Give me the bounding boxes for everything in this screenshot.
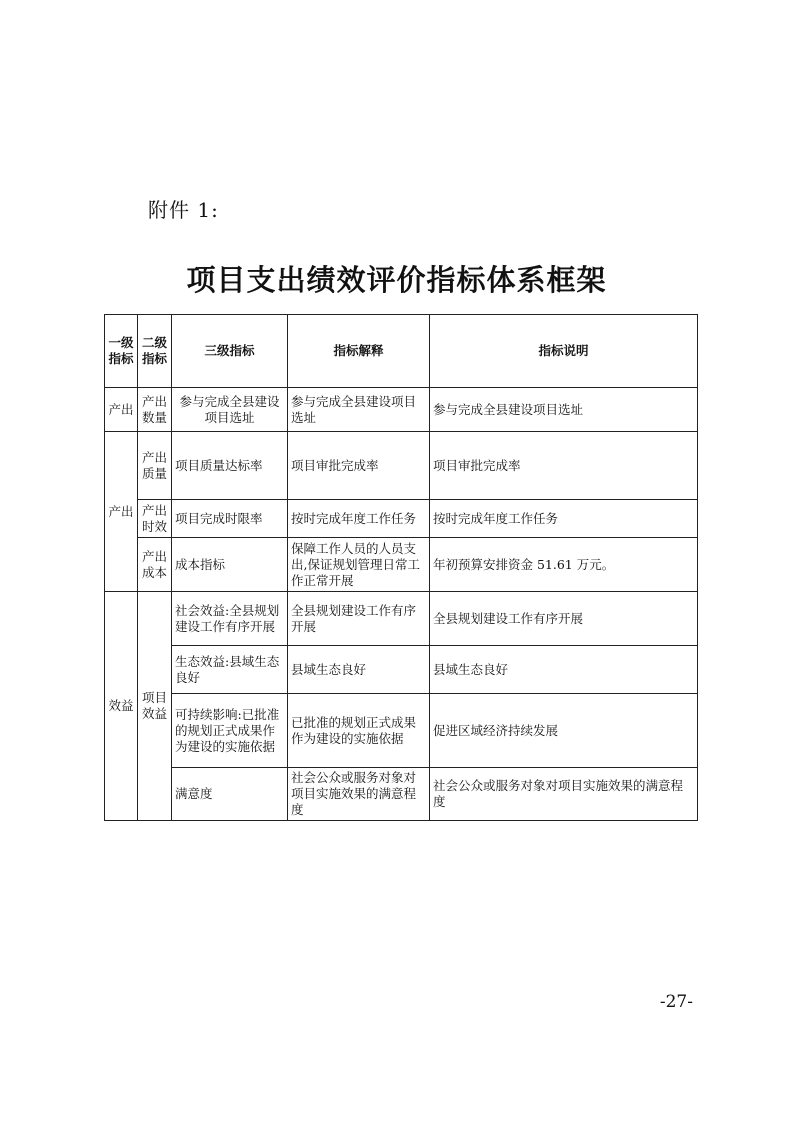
cell-level3: 社会效益:全县规划建设工作有序开展 (172, 592, 288, 646)
table-row (105, 432, 698, 500)
cell-level3: 满意度 (172, 768, 288, 821)
cell-note: 全县规划建设工作有序开展 (430, 592, 698, 646)
table-row (105, 538, 698, 592)
cell-level1: 产出 (105, 432, 138, 592)
cell-explanation: 社会公众或服务对象对项目实施效果的满意程度 (288, 768, 430, 821)
document-title: 项目支出绩效评价指标体系框架 (186, 263, 607, 297)
table-row (105, 388, 698, 432)
header-note: 指标说明 (430, 315, 698, 388)
table-row (105, 592, 698, 646)
table-row (105, 768, 698, 821)
cell-level3: 项目质量达标率 (172, 432, 288, 500)
cell-explanation: 全县规划建设工作有序开展 (288, 592, 430, 646)
cell-level2: 项目效益 (138, 592, 172, 821)
cell-explanation: 项目审批完成率 (288, 432, 430, 500)
cell-level2: 产出成本 (138, 538, 172, 592)
header-explanation: 指标解释 (288, 315, 430, 388)
cell-explanation: 已批准的规划正式成果作为建设的实施依据 (288, 694, 430, 768)
cell-level2: 产出时效 (138, 500, 172, 538)
cell-level3: 参与完成全县建设项目选址 (172, 388, 288, 432)
cell-note: 按时完成年度工作任务 (430, 500, 698, 538)
cell-note: 参与完成全县建设项目选址 (430, 388, 698, 432)
cell-explanation: 县域生态良好 (288, 646, 430, 694)
cell-note: 年初预算安排资金 51.61 万元。 (430, 538, 698, 592)
header-level3: 三级指标 (172, 315, 288, 388)
cell-level3: 成本指标 (172, 538, 288, 592)
cell-note: 促进区域经济持续发展 (430, 694, 698, 768)
cell-note: 项目审批完成率 (430, 432, 698, 500)
cell-note: 县域生态良好 (430, 646, 698, 694)
cell-explanation: 保障工作人员的人员支出,保证规划管理日常工作正常开展 (288, 538, 430, 592)
cell-level2: 产出质量 (138, 432, 172, 500)
table-header-row (105, 315, 698, 388)
cell-explanation: 按时完成年度工作任务 (288, 500, 430, 538)
table-row (105, 500, 698, 538)
indicator-table (104, 314, 698, 821)
cell-level1: 效益 (105, 592, 138, 821)
table-row (105, 646, 698, 694)
cell-note: 社会公众或服务对象对项目实施效果的满意程度 (430, 768, 698, 821)
cell-level3: 可持续影响:已批准的规划正式成果作为建设的实施依据 (172, 694, 288, 768)
cell-level3: 项目完成时限率 (172, 500, 288, 538)
table-row (105, 694, 698, 768)
cell-level2: 产出数量 (138, 388, 172, 432)
cell-explanation: 参与完成全县建设项目选址 (288, 388, 430, 432)
cell-level1: 产出 (105, 388, 138, 432)
page-number: -27- (659, 992, 693, 1012)
cell-level3: 生态效益:县域生态良好 (172, 646, 288, 694)
header-level2: 二级指标 (138, 315, 172, 388)
attachment-label: 附件 1: (148, 198, 219, 222)
header-level1: 一级指标 (105, 315, 138, 388)
